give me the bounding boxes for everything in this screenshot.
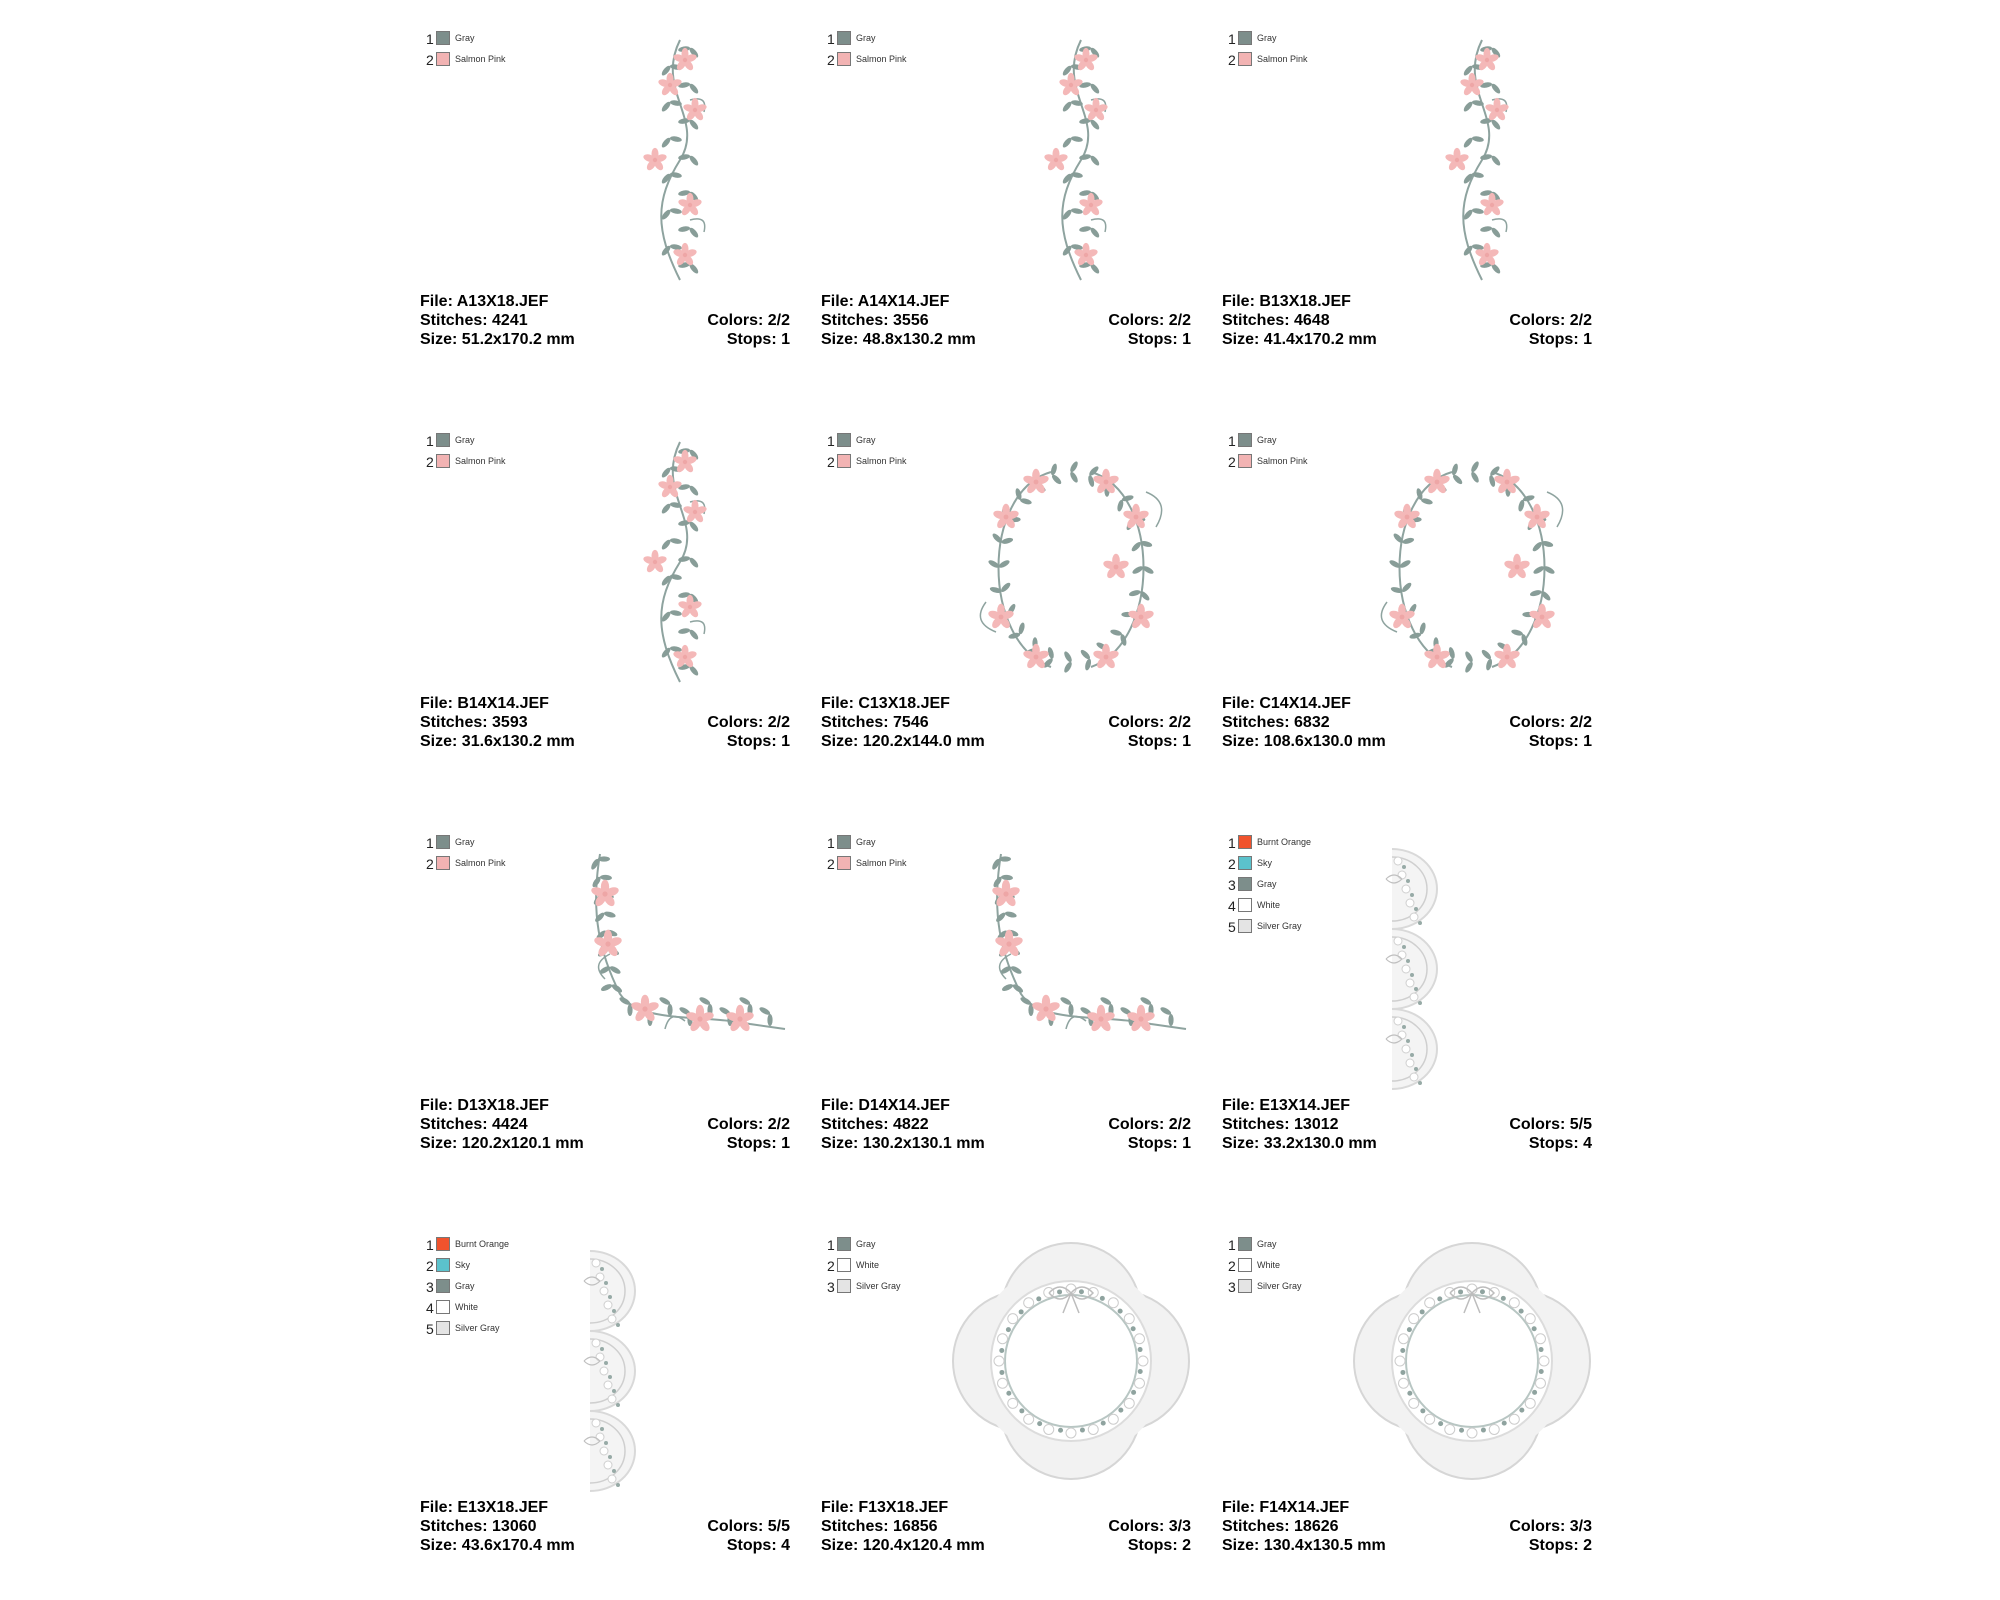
legend-color-name: Gray [1257, 435, 1277, 445]
legend-number: 5 [1228, 919, 1236, 935]
flower-icon [642, 550, 667, 574]
embroidery-preview [1352, 1236, 1592, 1496]
leaf-icon [1050, 463, 1063, 486]
color-swatch [837, 1279, 851, 1293]
quatrefoil-frame [1354, 1243, 1590, 1479]
design-colors: Colors: 3/3 [1509, 1518, 1592, 1535]
flower-icon [1031, 995, 1061, 1023]
flower-icon [1022, 469, 1049, 495]
design-stops: Stops: 4 [1528, 1135, 1592, 1152]
design-info [821, 1498, 985, 1555]
flower-icon [1102, 554, 1129, 580]
design-card [1222, 30, 1592, 360]
embroidery-preview [1352, 834, 1592, 1094]
flower-icon [1393, 504, 1420, 530]
design-file: File: C14X14.JEF [1222, 695, 1351, 712]
leaf-icon [1061, 207, 1083, 220]
design-size: Size: 31.6x130.2 mm [420, 733, 575, 750]
design-card [821, 432, 1191, 762]
legend-number: 2 [426, 856, 434, 872]
design-stats [707, 1115, 790, 1153]
color-swatch [436, 1279, 450, 1293]
design-file: File: C13X18.JEF [821, 695, 950, 712]
design-stitches: Stitches: 6832 [1222, 714, 1330, 731]
design-file: File: B14X14.JEF [420, 695, 549, 712]
design-size: Size: 120.4x120.4 mm [821, 1537, 985, 1554]
design-stops: Stops: 1 [1127, 1135, 1191, 1152]
legend-color-name: Gray [455, 837, 475, 847]
legend-number: 1 [1228, 1237, 1236, 1253]
leaf-icon [1464, 650, 1475, 673]
design-stops: Stops: 2 [1528, 1537, 1592, 1554]
legend-number: 1 [426, 433, 434, 449]
embroidery-preview [951, 834, 1191, 1094]
legend-number: 1 [827, 31, 835, 47]
legend-color-name: Gray [1257, 879, 1277, 889]
leaf-icon [1480, 648, 1493, 671]
leaf-icon [991, 856, 1011, 870]
flower-icon [1503, 554, 1530, 580]
legend-color-name: Salmon Pink [856, 858, 907, 868]
legend-color-name: Burnt Orange [455, 1239, 510, 1249]
legend-number: 1 [426, 835, 434, 851]
color-swatch [1238, 1258, 1252, 1272]
color-swatch [436, 1237, 450, 1251]
design-colors: Colors: 2/2 [707, 714, 790, 731]
legend-color-name: Salmon Pink [455, 858, 506, 868]
design-file: File: A14X14.JEF [821, 293, 950, 310]
leaf-icon [758, 1006, 772, 1026]
design-card [821, 30, 1191, 360]
design-card [1222, 1236, 1592, 1566]
legend-number: 5 [426, 1321, 434, 1337]
design-stops: Stops: 1 [1528, 733, 1592, 750]
flower-icon [1423, 469, 1450, 495]
design-card [420, 1236, 790, 1566]
legend-color-name: Gray [1257, 1239, 1277, 1249]
legend-number: 2 [827, 454, 835, 470]
leaf-icon [1480, 225, 1502, 238]
embroidery-preview [550, 834, 790, 1094]
leaf-icon [1470, 460, 1481, 483]
embroidery-preview [951, 1236, 1191, 1496]
design-stats [1108, 311, 1191, 349]
leaf-icon [1110, 629, 1128, 647]
design-info [821, 292, 976, 349]
quatrefoil-frame [953, 1243, 1189, 1479]
legend-color-name: Gray [455, 1281, 475, 1291]
flower-icon [657, 73, 682, 97]
legend-color-name: White [856, 1260, 880, 1270]
flower-icon [1092, 644, 1119, 670]
legend-number: 2 [827, 52, 835, 68]
legend-color-name: Silver Gray [455, 1323, 500, 1333]
design-info [1222, 1498, 1386, 1555]
design-info [420, 694, 575, 751]
leaf-icon [660, 537, 682, 550]
design-card [821, 1236, 1191, 1566]
design-stops: Stops: 1 [1127, 331, 1191, 348]
legend-color-name: Salmon Pink [455, 456, 506, 466]
design-stitches: Stitches: 13060 [420, 1518, 537, 1535]
legend-number: 1 [426, 31, 434, 47]
legend-color-name: Salmon Pink [856, 54, 907, 64]
design-stats [707, 311, 790, 349]
flower-icon [1078, 193, 1103, 217]
design-file: File: E13X18.JEF [420, 1499, 549, 1516]
legend-color-name: Burnt Orange [1257, 837, 1312, 847]
design-colors: Colors: 5/5 [1509, 1116, 1592, 1133]
color-swatch [1238, 31, 1252, 45]
design-size: Size: 120.2x120.1 mm [420, 1135, 584, 1152]
design-stats [1108, 1517, 1191, 1555]
color-swatch [837, 1258, 851, 1272]
legend-color-name: Sky [455, 1260, 471, 1270]
legend-number: 2 [426, 52, 434, 68]
flower-icon [642, 148, 667, 172]
legend-number: 3 [1228, 1279, 1236, 1295]
legend-number: 4 [426, 1300, 434, 1316]
design-colors: Colors: 2/2 [707, 1116, 790, 1133]
design-stops: Stops: 4 [726, 1537, 790, 1554]
legend-number: 1 [1228, 433, 1236, 449]
leaf-icon [660, 501, 682, 514]
design-stats [1108, 1115, 1191, 1153]
design-info [420, 1498, 575, 1555]
design-file: File: B13X18.JEF [1222, 293, 1351, 310]
embroidery-preview [550, 432, 790, 692]
legend-number: 2 [1228, 1258, 1236, 1274]
color-swatch [436, 454, 450, 468]
design-stitches: Stitches: 4648 [1222, 312, 1330, 329]
leaf-icon [1159, 1006, 1173, 1026]
design-card [1222, 834, 1592, 1164]
design-size: Size: 33.2x130.0 mm [1222, 1135, 1377, 1152]
design-size: Size: 130.2x130.1 mm [821, 1135, 985, 1152]
legend-number: 1 [1228, 835, 1236, 851]
legend-number: 1 [1228, 31, 1236, 47]
leaf-icon [678, 225, 700, 238]
legend-number: 2 [426, 454, 434, 470]
color-swatch [837, 856, 851, 870]
embroidery-preview [951, 432, 1191, 692]
design-size: Size: 130.4x130.5 mm [1222, 1537, 1386, 1554]
design-colors: Colors: 2/2 [707, 312, 790, 329]
design-file: File: A13X18.JEF [420, 293, 549, 310]
flower-icon [677, 595, 702, 619]
flower-icon [677, 193, 702, 217]
leaf-icon [1019, 996, 1033, 1016]
design-stats [707, 713, 790, 751]
legend-number: 2 [1228, 52, 1236, 68]
design-stitches: Stitches: 3593 [420, 714, 528, 731]
leaf-icon [660, 135, 682, 148]
design-stitches: Stitches: 18626 [1222, 1518, 1339, 1535]
design-stitches: Stitches: 13012 [1222, 1116, 1339, 1133]
legend-number: 1 [827, 835, 835, 851]
legend-color-name: Gray [856, 33, 876, 43]
legend-number: 2 [827, 1258, 835, 1274]
embroidery-preview [550, 1236, 790, 1496]
color-swatch [837, 31, 851, 45]
color-swatch [1238, 835, 1252, 849]
design-card [1222, 432, 1592, 762]
design-info [420, 292, 575, 349]
flower-icon [1523, 504, 1550, 530]
design-file: File: D13X18.JEF [420, 1097, 549, 1114]
leaf-icon [1061, 135, 1083, 148]
flower-icon [1493, 644, 1520, 670]
leaf-icon [678, 627, 700, 640]
leaf-icon [660, 609, 682, 622]
design-stitches: Stitches: 7546 [821, 714, 929, 731]
design-colors: Colors: 5/5 [707, 1518, 790, 1535]
design-stitches: Stitches: 4424 [420, 1116, 528, 1133]
color-swatch [436, 1258, 450, 1272]
leaf-icon [1462, 135, 1484, 148]
design-stops: Stops: 2 [1127, 1537, 1191, 1554]
flower-icon [1444, 148, 1469, 172]
design-size: Size: 120.2x144.0 mm [821, 733, 985, 750]
design-file: File: F13X18.JEF [821, 1499, 949, 1516]
legend-color-name: Sky [1257, 858, 1273, 868]
design-file: File: E13X14.JEF [1222, 1097, 1351, 1114]
embroidery-preview [951, 30, 1191, 290]
color-swatch [436, 856, 450, 870]
color-swatch [837, 1237, 851, 1251]
design-stats [707, 1517, 790, 1555]
flower-icon [657, 475, 682, 499]
legend-color-name: Silver Gray [1257, 1281, 1302, 1291]
flower-icon [630, 995, 660, 1023]
design-card [420, 432, 790, 762]
leaf-icon [600, 983, 623, 994]
design-info [420, 1096, 584, 1153]
leaf-icon [1059, 996, 1073, 1016]
leaf-icon [1079, 225, 1101, 238]
legend-color-name: White [1257, 1260, 1281, 1270]
color-swatch [837, 52, 851, 66]
design-stops: Stops: 1 [1127, 733, 1191, 750]
legend-number: 3 [426, 1279, 434, 1295]
design-stats [1509, 713, 1592, 751]
color-swatch [1238, 877, 1252, 891]
embroidery-preview [550, 30, 790, 290]
leaf-icon [1511, 629, 1529, 647]
color-swatch [436, 835, 450, 849]
color-swatch [436, 1321, 450, 1335]
flower-icon [1122, 504, 1149, 530]
legend-color-name: White [1257, 900, 1281, 910]
color-swatch [436, 31, 450, 45]
design-stops: Stops: 1 [726, 733, 790, 750]
design-colors: Colors: 2/2 [1509, 312, 1592, 329]
leaf-icon [618, 996, 632, 1016]
flower-icon [992, 504, 1019, 530]
design-colors: Colors: 2/2 [1108, 714, 1191, 731]
design-info [1222, 1096, 1377, 1153]
design-stitches: Stitches: 4822 [821, 1116, 929, 1133]
legend-color-name: Gray [455, 435, 475, 445]
design-info [821, 1096, 985, 1153]
color-swatch [1238, 919, 1252, 933]
design-colors: Colors: 2/2 [1509, 714, 1592, 731]
design-card [420, 834, 790, 1164]
leaf-icon [1079, 648, 1092, 671]
design-info [821, 694, 985, 751]
legend-color-name: Salmon Pink [455, 54, 506, 64]
legend-color-name: Gray [856, 837, 876, 847]
legend-color-name: Gray [856, 435, 876, 445]
color-swatch [837, 835, 851, 849]
design-stops: Stops: 1 [726, 331, 790, 348]
leaf-icon [590, 856, 610, 870]
leaf-icon [660, 99, 682, 112]
flower-icon [1043, 148, 1068, 172]
legend-number: 1 [827, 1237, 835, 1253]
leaf-icon [658, 996, 672, 1016]
design-stats [1509, 311, 1592, 349]
legend-number: 2 [1228, 856, 1236, 872]
design-size: Size: 48.8x130.2 mm [821, 331, 976, 348]
flower-icon [1058, 73, 1083, 97]
legend-number: 4 [1228, 898, 1236, 914]
design-card [420, 30, 790, 360]
design-colors: Colors: 2/2 [1108, 312, 1191, 329]
leaf-icon [1069, 460, 1080, 483]
leaf-icon [1462, 99, 1484, 112]
color-swatch [1238, 454, 1252, 468]
leaf-icon [1462, 207, 1484, 220]
design-stitches: Stitches: 4241 [420, 312, 528, 329]
color-swatch [1238, 52, 1252, 66]
legend-number: 1 [827, 433, 835, 449]
color-swatch [1238, 1279, 1252, 1293]
color-swatch [837, 454, 851, 468]
design-size: Size: 41.4x170.2 mm [1222, 331, 1377, 348]
color-swatch [837, 433, 851, 447]
legend-number: 2 [426, 1258, 434, 1274]
design-stats [1509, 1517, 1592, 1555]
legend-color-name: White [455, 1302, 479, 1312]
legend-number: 3 [1228, 877, 1236, 893]
legend-color-name: Gray [455, 33, 475, 43]
flower-icon [1479, 193, 1504, 217]
design-stitches: Stitches: 3556 [821, 312, 929, 329]
design-file: File: D14X14.JEF [821, 1097, 950, 1114]
design-stats [1509, 1115, 1592, 1153]
color-swatch [436, 1300, 450, 1314]
legend-color-name: Silver Gray [856, 1281, 901, 1291]
design-colors: Colors: 3/3 [1108, 1518, 1191, 1535]
leaf-icon [1063, 650, 1074, 673]
design-stops: Stops: 1 [726, 1135, 790, 1152]
embroidery-preview [1352, 432, 1592, 692]
leaf-icon [1061, 99, 1083, 112]
color-swatch [1238, 898, 1252, 912]
leaf-icon [1001, 983, 1024, 994]
color-swatch [1238, 856, 1252, 870]
flower-icon [1459, 73, 1484, 97]
design-size: Size: 108.6x130.0 mm [1222, 733, 1386, 750]
legend-color-name: Silver Gray [1257, 921, 1302, 931]
embroidery-preview [1352, 30, 1592, 290]
legend-color-name: Gray [1257, 33, 1277, 43]
legend-number: 2 [827, 856, 835, 872]
legend-number: 2 [1228, 454, 1236, 470]
color-swatch [436, 433, 450, 447]
legend-color-name: Salmon Pink [1257, 456, 1308, 466]
color-swatch [436, 52, 450, 66]
design-stitches: Stitches: 16856 [821, 1518, 938, 1535]
design-size: Size: 43.6x170.4 mm [420, 1537, 575, 1554]
design-info [1222, 694, 1386, 751]
legend-number: 1 [426, 1237, 434, 1253]
legend-color-name: Gray [856, 1239, 876, 1249]
legend-color-name: Salmon Pink [1257, 54, 1308, 64]
legend-color-name: Salmon Pink [856, 456, 907, 466]
color-swatch [1238, 1237, 1252, 1251]
design-stats [1108, 713, 1191, 751]
color-swatch [1238, 433, 1252, 447]
design-info [1222, 292, 1377, 349]
leaf-icon [1451, 463, 1464, 486]
design-stops: Stops: 1 [1528, 331, 1592, 348]
leaf-icon [660, 207, 682, 220]
legend-number: 3 [827, 1279, 835, 1295]
design-colors: Colors: 2/2 [1108, 1116, 1191, 1133]
design-card [821, 834, 1191, 1164]
design-size: Size: 51.2x170.2 mm [420, 331, 575, 348]
design-file: File: F14X14.JEF [1222, 1499, 1350, 1516]
